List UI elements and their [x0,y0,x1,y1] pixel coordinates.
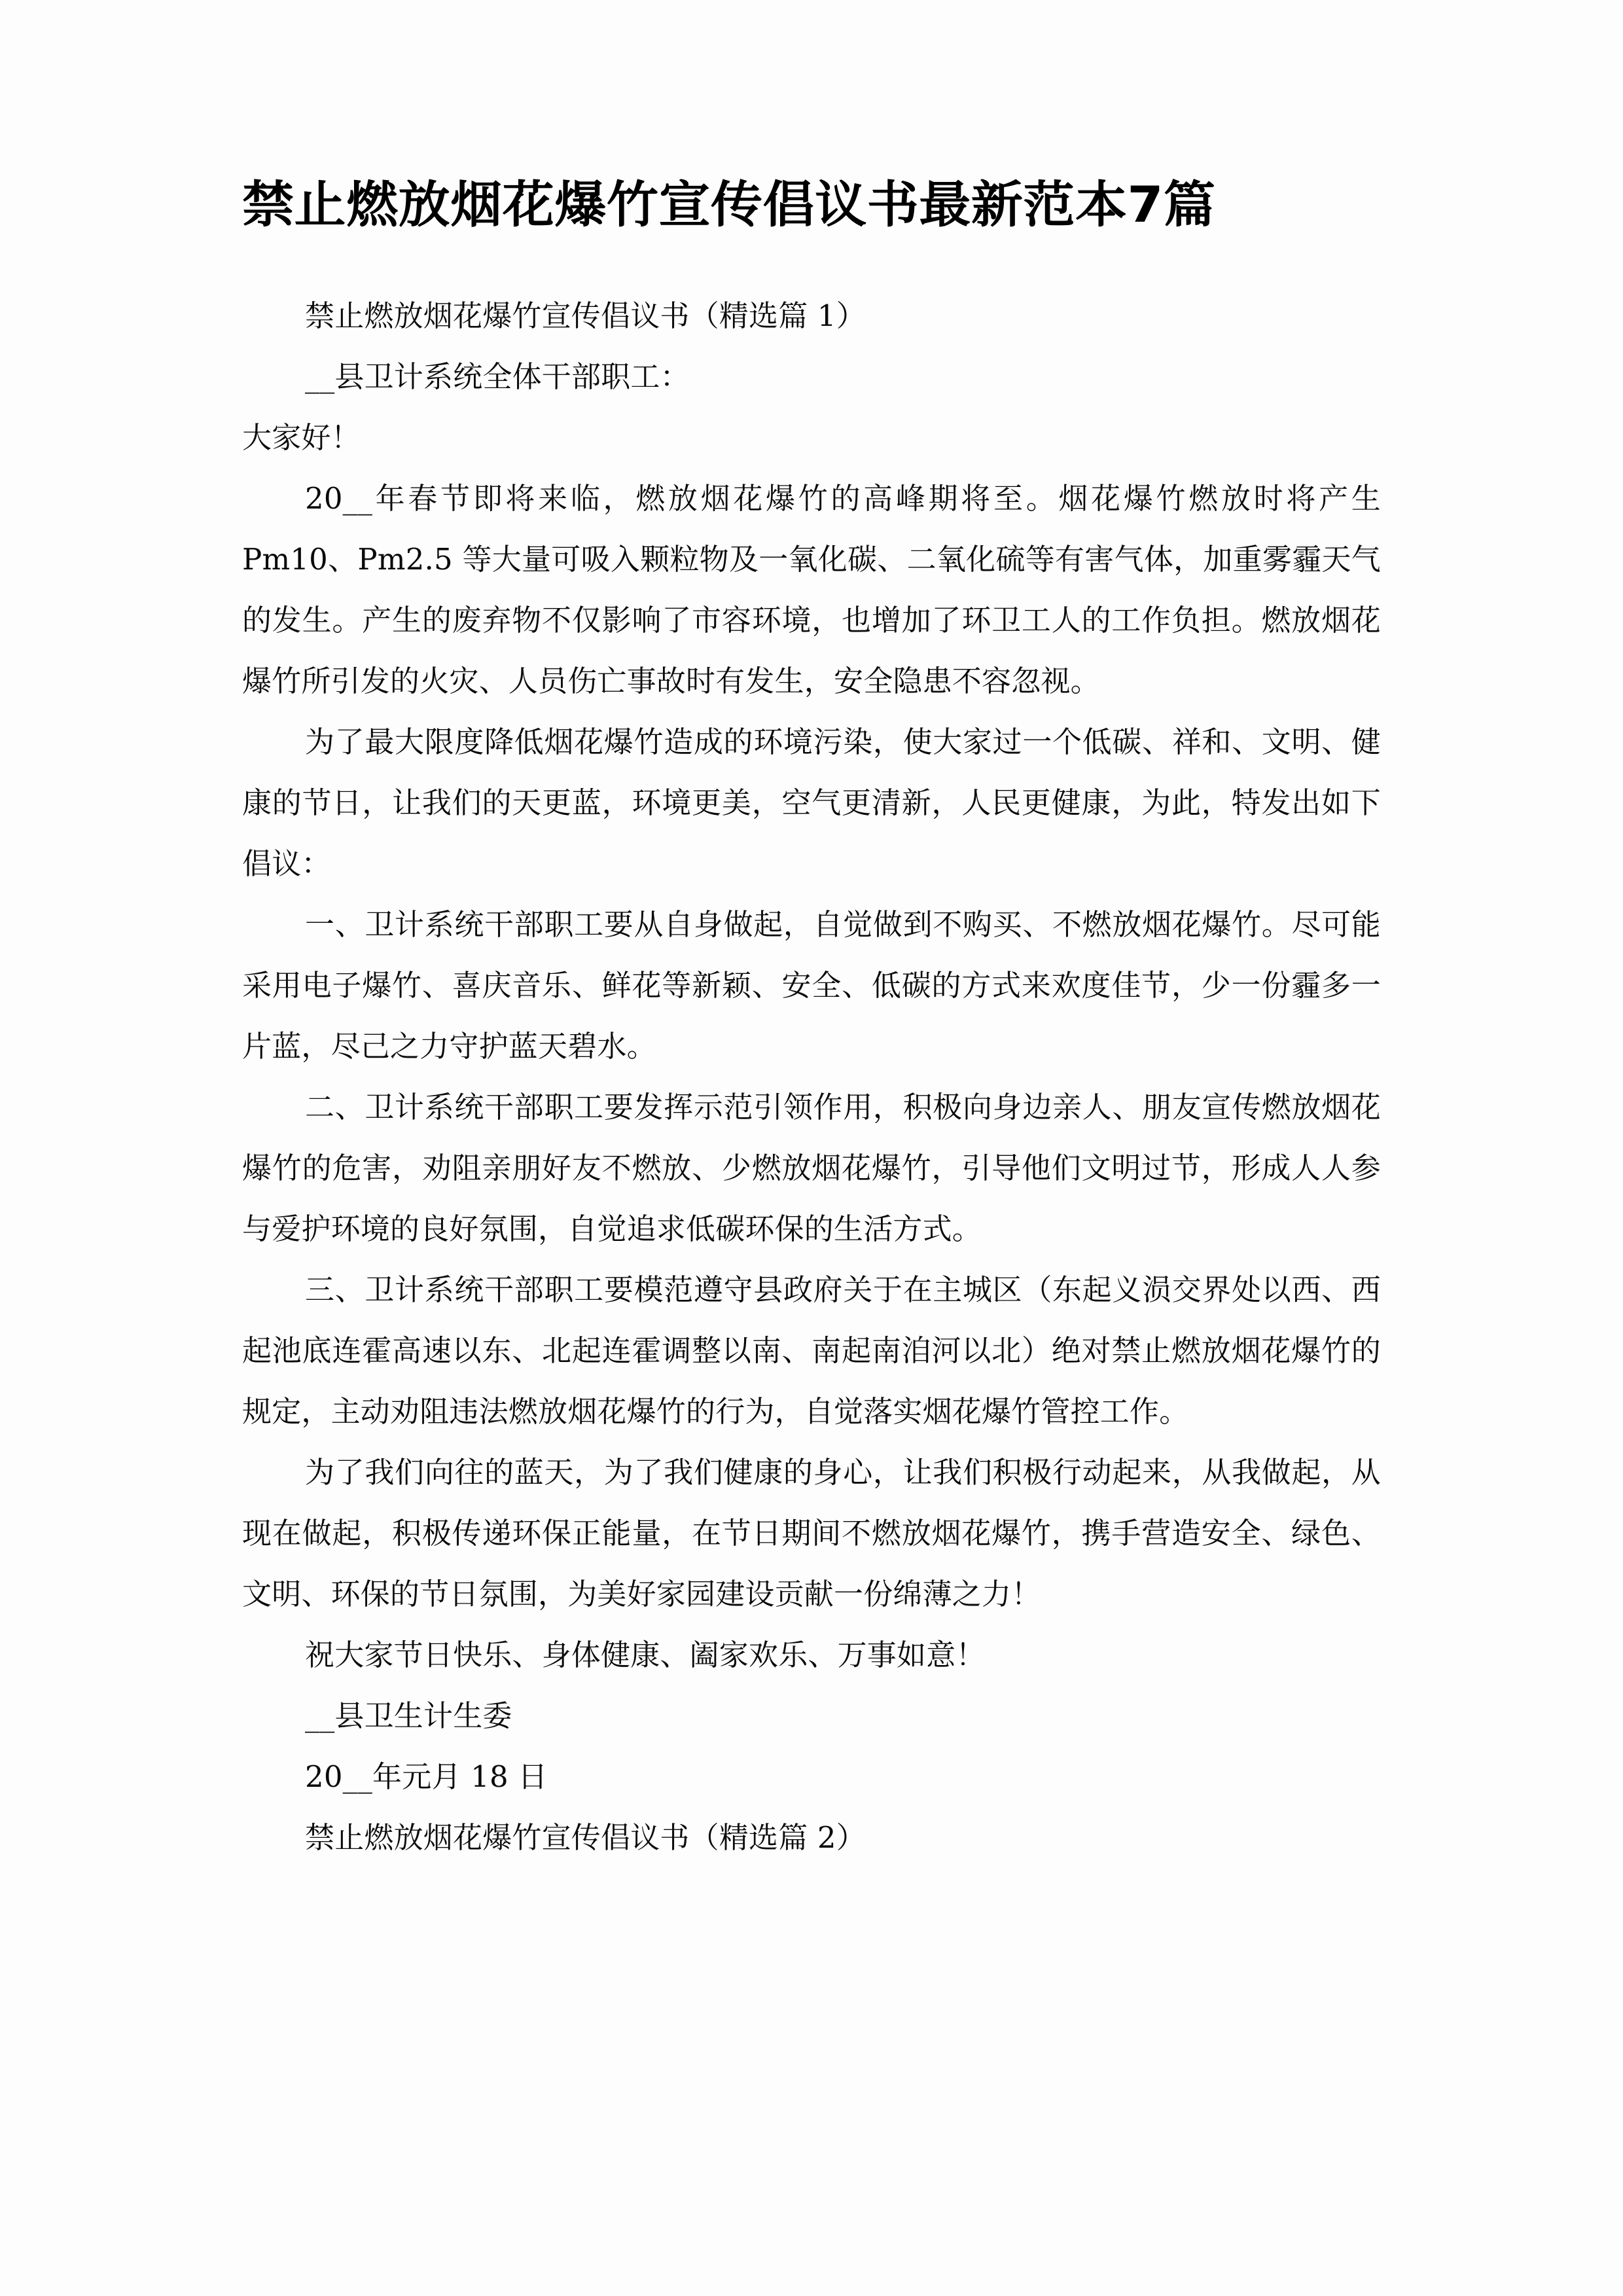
proposal-item-1: 一、卫计系统干部职工要从自身做起，自觉做到不购买、不燃放烟花爆竹。尽可能采用电子爆竹、喜庆音乐、鲜花等新颖、安全、低碳的方式来欢度佳节，少一份霾多一片蓝，尽己之力守护蓝天碧水。 [242,906,1381,1064]
paragraph-purpose: 为了最大限度降低烟花爆竹造成的环境污染，使大家过一个低碳、祥和、文明、健康的节日，让我们的天更蓝，环境更美，空气更清新，人民更健康，为此，特发出如下倡议： [242,724,1381,881]
signature-date: 20__年元月 18 日 [305,1759,548,1794]
signature-organization: __县卫生计生委 [305,1698,512,1733]
paragraph-call-to-action: 为了我们向往的蓝天，为了我们健康的身心，让我们积极行动起来，从我做起，从现在做起，积极传递环保正能量，在节日期间不燃放烟花爆竹，携手营造安全、绿色、文明、环保的节日氛围，为美好家园建设贡献一份绵薄之力！ [242,1454,1381,1611]
proposal-item-2: 二、卫计系统干部职工要发挥示范引领作用，积极向身边亲人、朋友宣传燃放烟花爆竹的危害，劝阻亲朋好友不燃放、少燃放烟花爆竹，引导他们文明过节，形成人人参与爱护环境的良好氛围，自觉追求低碳环保的生活方式。 [242,1089,1381,1246]
blessing-line: 祝大家节日快乐、身体健康、阖家欢乐、万事如意！ [305,1637,986,1672]
greeting: 大家好！ [242,420,361,455]
proposal-item-3: 三、卫计系统干部职工要模范遵守县政府关于在主城区（东起义涢交界处以西、西起池底连霍高速以东、北起连霍调整以南、南起南洎河以北）绝对禁止燃放烟花爆竹的规定，主动劝阻违法燃放烟花爆竹的行为，自觉落实烟花爆竹管控工作。 [242,1272,1381,1429]
salutation: __县卫计系统全体干部职工： [305,359,690,394]
paragraph-intro: 20__年春节即将来临，燃放烟花爆竹的高峰期将至。烟花爆竹燃放时将产生 Pm10、Pm2.5 等大量可吸入颗粒物及一氧化碳、二氧化硫等有害气体，加重雾霾天气的发生。产生的废弃物不仅影响了市容环境，也增加了环卫工人的工作负担。燃放烟花爆竹所引发的火灾、人员伤亡事故时有发生，安全隐患不容忽视。 [242,480,1381,698]
section-heading-2: 禁止燃放烟花爆竹宣传倡议书（精选篇 2） [305,1820,866,1855]
document-body [242,285,1381,1868]
page-title: 禁止燃放烟花爆竹宣传倡议书最新范本7篇 [242,175,1216,234]
section-heading-1: 禁止燃放烟花爆竹宣传倡议书（精选篇 1） [305,298,866,333]
